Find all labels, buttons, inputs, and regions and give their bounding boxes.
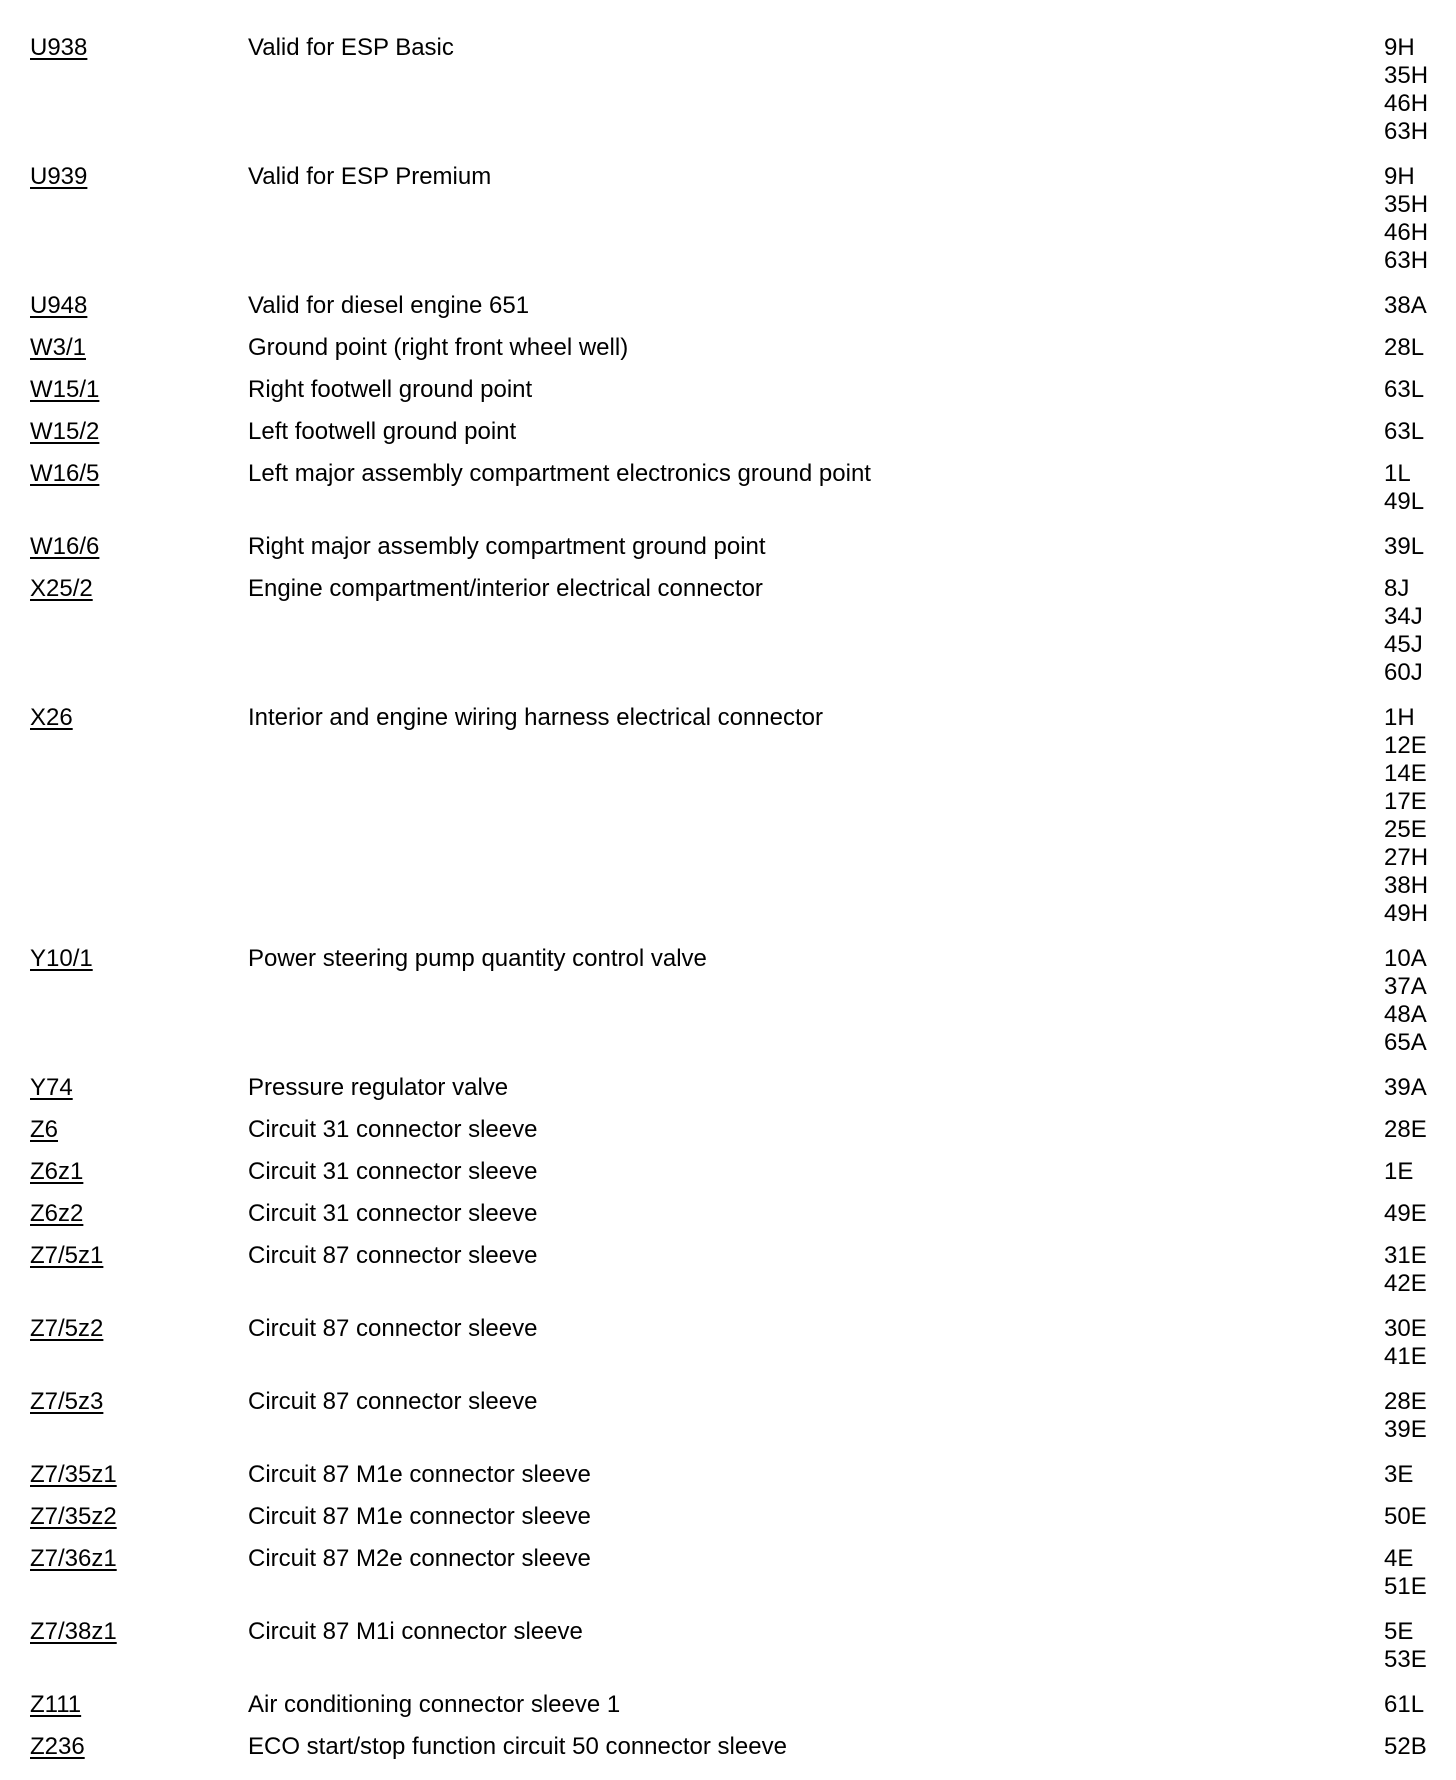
component-description: Circuit 87 connector sleeve <box>248 1315 538 1342</box>
grid-coordinate: 8J <box>1384 575 1410 602</box>
component-code-link[interactable]: Z6 <box>30 1116 59 1143</box>
component-description: Interior and engine wiring harness electrical connector <box>248 704 823 731</box>
grid-coordinate: 50E <box>1384 1503 1427 1530</box>
grid-coordinate: 30E <box>1384 1315 1427 1342</box>
component-code-link[interactable]: W16/6 <box>30 533 100 560</box>
grid-coordinate: 63L <box>1384 376 1425 403</box>
component-description: Power steering pump quantity control valve <box>248 945 707 972</box>
component-code-link[interactable]: U948 <box>30 292 88 319</box>
grid-coordinates <box>1384 1545 1440 1601</box>
component-code-link[interactable]: Z236 <box>30 1733 85 1760</box>
legend-row <box>30 1388 1440 1444</box>
grid-coordinate: 9H <box>1384 34 1415 61</box>
grid-coordinate: 38H <box>1384 872 1429 899</box>
grid-coordinates <box>1384 533 1440 561</box>
legend-row <box>30 1158 1440 1186</box>
grid-coordinate: 28L <box>1384 334 1425 361</box>
grid-coordinate: 63L <box>1384 418 1425 445</box>
grid-coordinate: 1L <box>1384 460 1411 487</box>
component-description: Pressure regulator valve <box>248 1074 509 1101</box>
grid-coordinate: 12E <box>1384 732 1427 759</box>
legend-row <box>30 460 1440 516</box>
grid-coordinate: 3E <box>1384 1461 1414 1488</box>
grid-coordinate: 49E <box>1384 1200 1427 1227</box>
grid-coordinates <box>1384 1691 1440 1719</box>
grid-coordinate: 60J <box>1384 659 1423 686</box>
component-description: Circuit 87 connector sleeve <box>248 1388 538 1415</box>
legend-row <box>30 1116 1440 1144</box>
component-code-link[interactable]: Z7/35z2 <box>30 1503 117 1530</box>
legend-row <box>30 1074 1440 1102</box>
grid-coordinate: 37A <box>1384 973 1427 1000</box>
component-code-link[interactable]: Y10/1 <box>30 945 93 972</box>
grid-coordinates <box>1384 1242 1440 1298</box>
grid-coordinates <box>1384 292 1440 320</box>
component-code-link[interactable]: Z7/5z3 <box>30 1388 104 1415</box>
grid-coordinates <box>1384 1733 1440 1761</box>
legend-row <box>30 1315 1440 1371</box>
grid-coordinates <box>1384 418 1440 446</box>
grid-coordinate: 53E <box>1384 1646 1427 1673</box>
grid-coordinate: 39L <box>1384 533 1425 560</box>
grid-coordinate: 39E <box>1384 1416 1427 1443</box>
component-description: Circuit 87 M1e connector sleeve <box>248 1461 591 1488</box>
legend-row <box>30 1733 1440 1761</box>
grid-coordinate: 65A <box>1384 1029 1427 1056</box>
component-description: Right major assembly compartment ground point <box>248 533 766 560</box>
legend-row <box>30 575 1440 687</box>
legend-row <box>30 1200 1440 1228</box>
grid-coordinates <box>1384 1618 1440 1674</box>
component-code-link[interactable]: Z7/35z1 <box>30 1461 117 1488</box>
grid-coordinate: 61L <box>1384 1691 1425 1718</box>
grid-coordinate: 35H <box>1384 191 1429 218</box>
component-description: Valid for ESP Basic <box>248 34 454 61</box>
component-description: Valid for ESP Premium <box>248 163 492 190</box>
grid-coordinates <box>1384 34 1440 146</box>
grid-coordinate: 46H <box>1384 90 1429 117</box>
grid-coordinates <box>1384 1200 1440 1228</box>
legend-row <box>30 292 1440 320</box>
grid-coordinate: 1E <box>1384 1158 1414 1185</box>
grid-coordinate: 4E <box>1384 1545 1414 1572</box>
component-code-link[interactable]: X26 <box>30 704 73 731</box>
grid-coordinate: 63H <box>1384 247 1429 274</box>
component-code-link[interactable]: Z111 <box>30 1691 82 1718</box>
grid-coordinate: 28E <box>1384 1388 1427 1415</box>
component-code-link[interactable]: U938 <box>30 34 88 61</box>
grid-coordinate: 52B <box>1384 1733 1427 1760</box>
grid-coordinates <box>1384 1074 1440 1102</box>
component-description: Left footwell ground point <box>248 418 517 445</box>
grid-coordinate: 39A <box>1384 1074 1427 1101</box>
grid-coordinate: 27H <box>1384 844 1429 871</box>
legend-row <box>30 1503 1440 1531</box>
grid-coordinate: 9H <box>1384 163 1415 190</box>
component-description: Valid for diesel engine 651 <box>248 292 530 319</box>
legend-row <box>30 533 1440 561</box>
grid-coordinate: 42E <box>1384 1270 1427 1297</box>
component-code-link[interactable]: Z7/38z1 <box>30 1618 117 1645</box>
grid-coordinate: 25E <box>1384 816 1427 843</box>
grid-coordinate: 17E <box>1384 788 1427 815</box>
legend-row <box>30 1242 1440 1298</box>
grid-coordinate: 41E <box>1384 1343 1427 1370</box>
legend-row <box>30 1691 1440 1719</box>
grid-coordinates <box>1384 1158 1440 1186</box>
grid-coordinates <box>1384 163 1440 275</box>
grid-coordinate: 28E <box>1384 1116 1427 1143</box>
legend-row <box>30 34 1440 146</box>
grid-coordinate: 45J <box>1384 631 1423 658</box>
component-legend-table <box>30 34 1440 1775</box>
component-description: Right footwell ground point <box>248 376 533 403</box>
legend-row <box>30 1618 1440 1674</box>
component-description: Circuit 87 connector sleeve <box>248 1242 538 1269</box>
component-code-link[interactable]: W3/1 <box>30 334 87 361</box>
grid-coordinate: 14E <box>1384 760 1427 787</box>
component-description: Circuit 87 M1e connector sleeve <box>248 1503 591 1530</box>
grid-coordinates <box>1384 1503 1440 1531</box>
component-code-link[interactable]: U939 <box>30 163 88 190</box>
legend-row <box>30 334 1440 362</box>
legend-row <box>30 376 1440 404</box>
grid-coordinate: 1H <box>1384 704 1415 731</box>
component-description: Circuit 87 M2e connector sleeve <box>248 1545 591 1572</box>
grid-coordinates <box>1384 376 1440 404</box>
component-code-link[interactable]: Y74 <box>30 1074 73 1101</box>
grid-coordinate: 63H <box>1384 118 1429 145</box>
grid-coordinate: 35H <box>1384 62 1429 89</box>
grid-coordinate: 34J <box>1384 603 1423 630</box>
grid-coordinate: 31E <box>1384 1242 1427 1269</box>
grid-coordinate: 48A <box>1384 1001 1427 1028</box>
component-description: Circuit 31 connector sleeve <box>248 1158 538 1185</box>
component-code-link[interactable]: Z6z1 <box>30 1158 84 1185</box>
grid-coordinate: 51E <box>1384 1573 1427 1600</box>
grid-coordinates <box>1384 1388 1440 1444</box>
component-description: Ground point (right front wheel well) <box>248 334 629 361</box>
component-code-link[interactable]: W15/1 <box>30 376 100 403</box>
grid-coordinates <box>1384 334 1440 362</box>
component-code-link[interactable]: Z7/36z1 <box>30 1545 117 1572</box>
component-description: Circuit 31 connector sleeve <box>248 1200 538 1227</box>
component-code-link[interactable]: Z7/5z2 <box>30 1315 104 1342</box>
component-code-link[interactable]: W16/5 <box>30 460 100 487</box>
grid-coordinates <box>1384 1116 1440 1144</box>
legend-row <box>30 1461 1440 1489</box>
legend-row <box>30 1545 1440 1601</box>
legend-row <box>30 418 1440 446</box>
component-description: ECO start/stop function circuit 50 connector sleeve <box>248 1733 787 1760</box>
grid-coordinates <box>1384 575 1440 687</box>
legend-row <box>30 704 1440 928</box>
legend-row <box>30 945 1440 1057</box>
component-description: Circuit 31 connector sleeve <box>248 1116 538 1143</box>
grid-coordinates <box>1384 945 1440 1057</box>
component-description: Air conditioning connector sleeve 1 <box>248 1691 621 1718</box>
grid-coordinate: 49H <box>1384 900 1429 927</box>
grid-coordinates <box>1384 1315 1440 1371</box>
component-description: Engine compartment/interior electrical connector <box>248 575 763 602</box>
grid-coordinate: 46H <box>1384 219 1429 246</box>
grid-coordinates <box>1384 704 1440 928</box>
component-description: Circuit 87 M1i connector sleeve <box>248 1618 583 1645</box>
grid-coordinate: 38A <box>1384 292 1427 319</box>
component-code-link[interactable]: Z6z2 <box>30 1200 84 1227</box>
component-code-link[interactable]: W15/2 <box>30 418 100 445</box>
grid-coordinate: 5E <box>1384 1618 1414 1645</box>
component-code-link[interactable]: Z7/5z1 <box>30 1242 104 1269</box>
legend-row <box>30 163 1440 275</box>
grid-coordinate: 49L <box>1384 488 1425 515</box>
grid-coordinate: 10A <box>1384 945 1427 972</box>
component-code-link[interactable]: X25/2 <box>30 575 93 602</box>
grid-coordinates <box>1384 460 1440 516</box>
grid-coordinates <box>1384 1461 1440 1489</box>
component-description: Left major assembly compartment electronics ground point <box>248 460 871 487</box>
